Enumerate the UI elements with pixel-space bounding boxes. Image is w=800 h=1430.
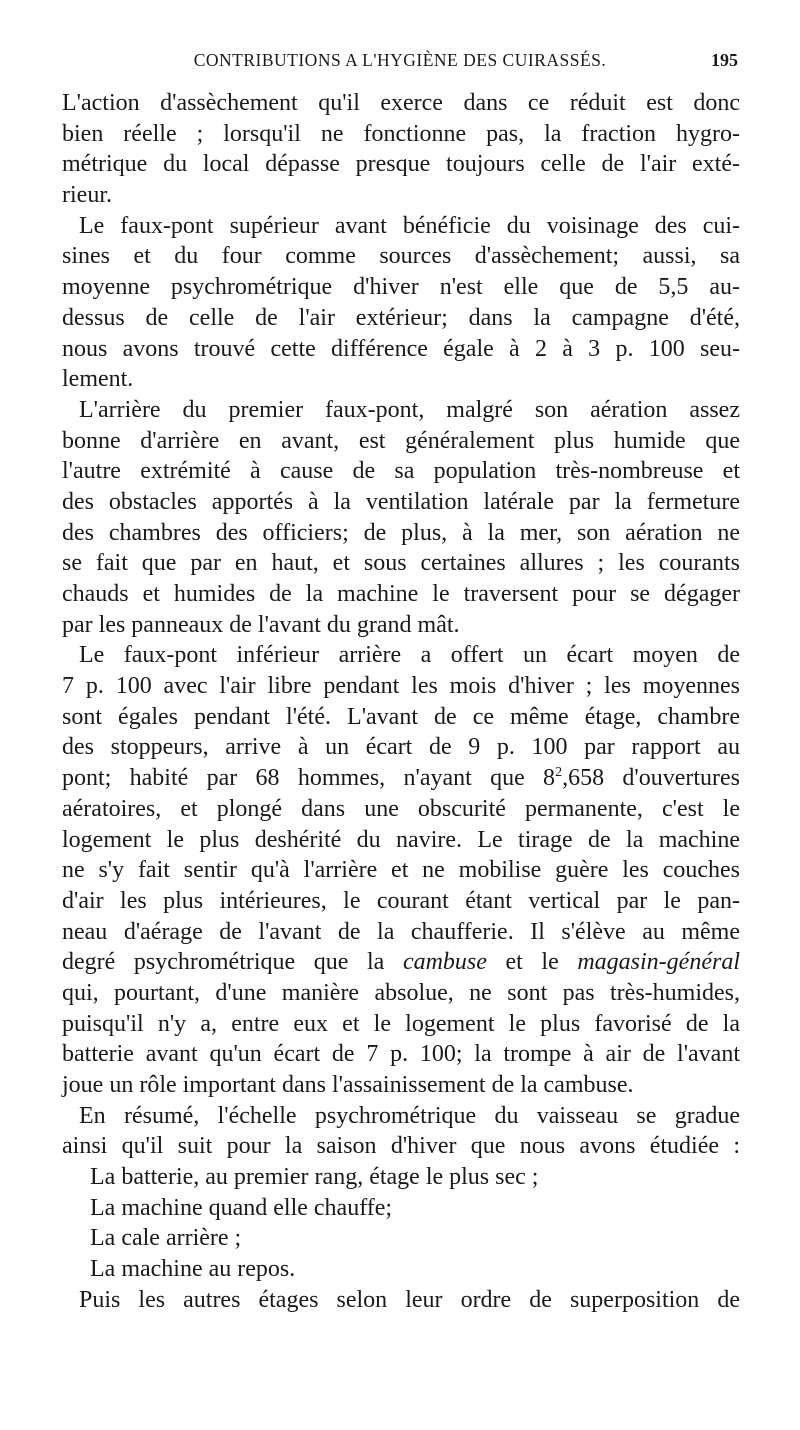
text-line: pont; habité par 68 hommes, n'ayant que $8^2,658$ d'ouvertures [62, 765, 740, 792]
text-line: bien réelle ; lorsqu'il ne fonctionne pas, la fraction hygro- [62, 120, 740, 147]
text-line: En résumé, l'échelle psychrométrique du vaisseau se gradue [79, 1102, 740, 1129]
text-line: 7 p. 100 avec l'air libre pendant les mois d'hiver ; les moyennes [62, 673, 740, 700]
text-line: se fait que par en haut, et sous certaines allures ; les courants [62, 550, 740, 577]
text-line: des chambres des officiers; de plus, à la mer, son aération ne [62, 519, 740, 546]
text-line: L'arrière du premier faux-pont, malgré son aération assez [79, 396, 740, 423]
text-line: rieur. [62, 182, 112, 209]
running-title: CONTRIBUTIONS A L'HYGIÈNE DES CUIRASSÉS. [193, 50, 607, 70]
text-line: Le faux-pont supérieur avant bénéficie du voisinage des cui- [79, 212, 740, 239]
text-line: sont égales pendant l'été. L'avant de ce même étage, chambre [62, 703, 740, 730]
text-line: puisqu'il n'y a, entre eux et le logement le plus favorisé de la [62, 1010, 740, 1037]
text-line: Puis les autres étages selon leur ordre de superposition de [79, 1286, 740, 1313]
text-line: La machine au repos. [90, 1256, 296, 1283]
text-line: chauds et humides de la machine le traversent pour se dégager [62, 581, 740, 607]
text-line: degré psychrométrique que la cambuse et le magasin-général [62, 949, 740, 976]
text-line: dessus de celle de l'air extérieur; dans la campagne d'été, [62, 304, 740, 331]
body-text [62, 88, 740, 1316]
text-line: par les panneaux de l'avant du grand mât. [62, 611, 460, 638]
text-line: neau d'aérage de l'avant de la chaufferie. Il s'élève au même [62, 918, 740, 945]
text-line: logement le plus deshérité du navire. Le tirage de la machine [62, 826, 740, 853]
text-line: des stoppeurs, arrive à un écart de 9 p. 100 par rapport au [62, 734, 740, 761]
text-line: métrique du local dépasse presque toujours celle de l'air exté- [62, 151, 740, 178]
text-line: joue un rôle important dans l'assainissement de la cambuse. [62, 1072, 634, 1098]
text-line: nous avons trouvé cette différence égale à 2 à 3 p. 100 seu- [62, 335, 740, 362]
running-header [62, 50, 738, 80]
text-line: ainsi qu'il suit pour la saison d'hiver que nous avons étudiée : [62, 1133, 740, 1160]
text-line: qui, pourtant, d'une manière absolue, ne sont pas très-humides, [62, 979, 740, 1006]
page-number: 195 [711, 50, 738, 70]
text-line: aératoires, et plongé dans une obscurité permanente, c'est le [62, 795, 740, 822]
text-line: ne s'y fait sentir qu'à l'arrière et ne mobilise guère les couches [62, 857, 740, 884]
text-line: La cale arrière ; [90, 1225, 242, 1252]
text-line: sines et du four comme sources d'assèchement; aussi, sa [62, 243, 740, 270]
text-line: La machine quand elle chauffe; [90, 1194, 393, 1221]
text-line: des obstacles apportés à la ventilation latérale par la fermeture [62, 488, 740, 515]
text-line: l'autre extrémité à cause de sa population très-nombreuse et [62, 458, 740, 485]
text-line: Le faux-pont inférieur arrière a offert un écart moyen de [79, 642, 740, 669]
text-line: lement. [62, 366, 134, 393]
text-line: L'action d'assèchement qu'il exerce dans ce réduit est donc [62, 90, 740, 116]
text-line: moyenne psychrométrique d'hiver n'est elle que de 5,5 au- [62, 274, 740, 301]
text-line: d'air les plus intérieures, le courant étant vertical par le pan- [62, 887, 740, 914]
text-line: batterie avant qu'un écart de 7 p. 100; la trompe à air de l'avant [62, 1041, 740, 1068]
text-line: bonne d'arrière en avant, est généralement plus humide que [62, 427, 740, 454]
text-line: La batterie, au premier rang, étage le plus sec ; [90, 1164, 539, 1191]
